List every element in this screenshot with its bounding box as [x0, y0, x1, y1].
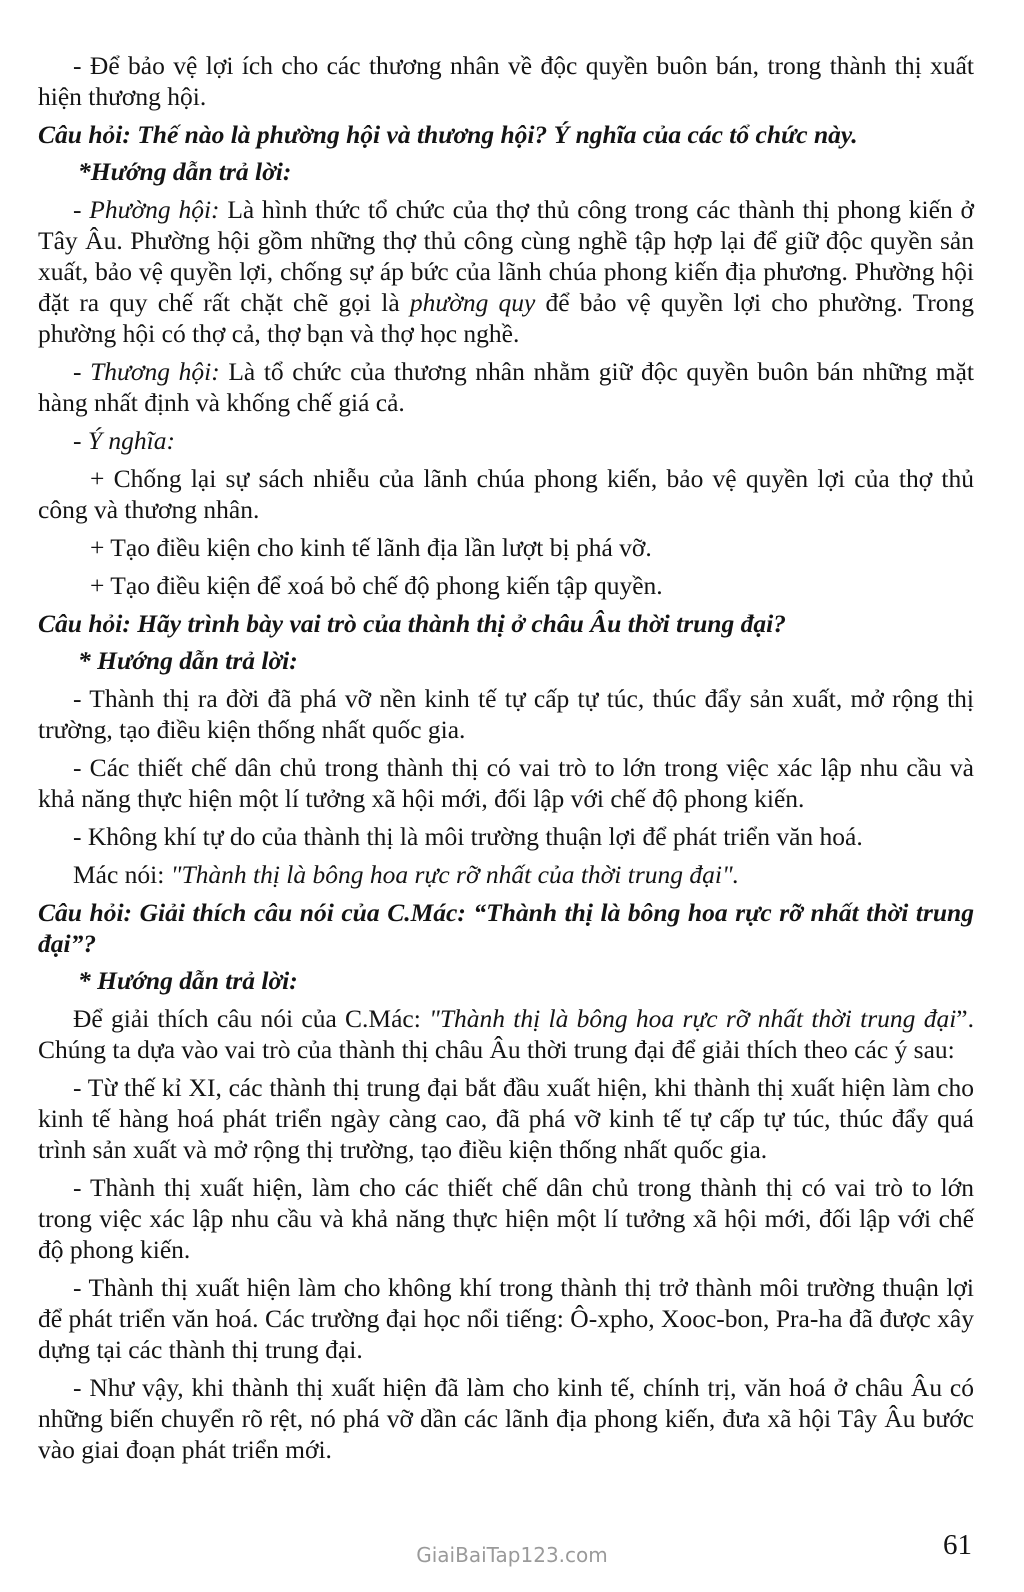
- paragraph-thuong-hoi: [38, 356, 974, 418]
- answer-2-point-2: - Các thiết chế dân chủ trong thành thị có vai trò to lớn trong việc xác lập nhu cầu và khả năng thực hiện một lí tưởng xã hội mới, đối lập với chế độ phong kiến.: [38, 753, 974, 813]
- answer-guide-1: *Hướng dẫn trả lời:: [78, 157, 292, 186]
- term-thuong-hoi: Thương hội:: [90, 357, 220, 386]
- page-body: [38, 50, 974, 1472]
- definition-thuong-hoi: Là tổ chức của thương nhân nhằm giữ độc quyền buôn bán những mặt hàng nhất định và khống chế giá cả.: [38, 357, 974, 417]
- paragraph-y-nghia-heading: [38, 425, 974, 456]
- term-phuong-hoi: Phường hội:: [89, 195, 220, 224]
- quote-lead: Mác nói:: [73, 860, 171, 889]
- answer-guide-3: * Hướng dẫn trả lời:: [78, 966, 298, 995]
- answer-2-marx-quote: [38, 859, 974, 890]
- answer-3-intro: [38, 1003, 974, 1065]
- answer-3-conclusion: - Như vậy, khi thành thị xuất hiện đã làm cho kinh tế, chính trị, văn hoá ở châu Âu có những biến chuyển rõ rệt, nó phá vỡ dần các lãnh địa phong kiến, đưa xã hội Tây Âu bước vào giai đoạn phát triển mới.: [38, 1373, 974, 1464]
- definition-phuong-hoi-a: Là hình thức tổ chức của thợ thủ công trong các thành thị phong kiến ở Tây Âu. Phường hội gồm những thợ thủ công cùng nghề tập hợp lại để giữ độc quyền sản xuất, bảo vệ quyền lợi, chống sự áp bức của lãnh chúa phong kiến địa phương. Phường hội đặt ra quy chế rất chặt chẽ gọi là: [38, 195, 974, 317]
- intro-quote: "Thành thị là bông hoa rực rỡ nhất thời trung đại: [429, 1004, 957, 1033]
- quote-text: "Thành thị là bông hoa rực rỡ nhất của thời trung đại".: [170, 860, 740, 889]
- meaning-item-1: + Chống lại sự sách nhiễu của lãnh chúa phong kiến, bảo vệ quyền lợi của thợ thủ công và thương nhân.: [38, 464, 974, 524]
- intro-rest: ”. Chúng ta dựa vào vai trò của thành thị châu Âu thời trung đại để giải thích theo các ý sau:: [38, 1004, 974, 1064]
- dash: -: [73, 426, 88, 455]
- paragraph-thuong-hoi-intro: - Để bảo vệ lợi ích cho các thương nhân về độc quyền buôn bán, trong thành thị xuất hiện thương hội.: [38, 51, 974, 111]
- answer-3-point-1: - Từ thế kỉ XI, các thành thị trung đại bắt đầu xuất hiện, khi thành thị xuất hiện làm cho kinh tế hàng hoá phát triển ngày càng cao, đã phá vỡ kinh tế tự cấp tự túc, thúc đẩy quá trình sản xuất và mở rộng thị trường, tạo điều kiện thống nhất quốc gia.: [38, 1073, 974, 1164]
- question-2: Câu hỏi: Hãy trình bày vai trò của thành thị ở châu Âu thời trung đại?: [38, 609, 786, 638]
- meaning-item-3: + Tạo điều kiện để xoá bỏ chế độ phong kiến tập quyền.: [90, 571, 663, 600]
- meaning-item-2: + Tạo điều kiện cho kinh tế lãnh địa lần lượt bị phá vỡ.: [90, 533, 652, 562]
- answer-2-point-3: - Không khí tự do của thành thị là môi trường thuận lợi để phát triển văn hoá.: [73, 822, 863, 851]
- answer-guide-2: * Hướng dẫn trả lời:: [78, 646, 298, 675]
- question-3: Câu hỏi: Giải thích câu nói của C.Mác: “Thành thị là bông hoa rực rỡ nhất thời trung đại”?: [38, 898, 974, 958]
- question-1: Câu hỏi: Thế nào là phường hội và thương hội? Ý nghĩa của các tổ chức này.: [38, 120, 858, 149]
- answer-3-point-2: - Thành thị xuất hiện, làm cho các thiết chế dân chủ trong thành thị có vai trò to lớn trong việc xác lập nhu cầu và khả năng thực hiện một lí tưởng xã hội mới, đối lập với chế độ phong kiến.: [38, 1173, 974, 1264]
- paragraph-phuong-hoi: [38, 194, 974, 349]
- definition-phuong-hoi-b: để bảo vệ quyền lợi cho phường. Trong phường hội có thợ cả, thợ bạn và thợ học nghề.: [38, 288, 974, 348]
- dash: -: [73, 357, 91, 386]
- term-y-nghia: Ý nghĩa:: [87, 426, 176, 455]
- answer-2-point-1: - Thành thị ra đời đã phá vỡ nền kinh tế tự cấp tự túc, thúc đẩy sản xuất, mở rộng thị trường, tạo điều kiện thống nhất quốc gia.: [38, 684, 974, 744]
- term-phuong-quy: phường quy: [409, 288, 536, 317]
- intro-lead: Để giải thích câu nói của C.Mác:: [73, 1004, 430, 1033]
- dash: -: [73, 195, 90, 224]
- answer-3-point-3: - Thành thị xuất hiện làm cho không khí trong thành thị trở thành môi trường thuận lợi để phát triển văn hoá. Các trường đại học nổi tiếng: Ô-xpho, Xooc-bon, Pra-ha đã được xây dựng tại các thành thị trung đại.: [38, 1273, 974, 1364]
- watermark: GiaiBaiTap123.com: [416, 1543, 608, 1567]
- page-number: 61: [943, 1529, 972, 1561]
